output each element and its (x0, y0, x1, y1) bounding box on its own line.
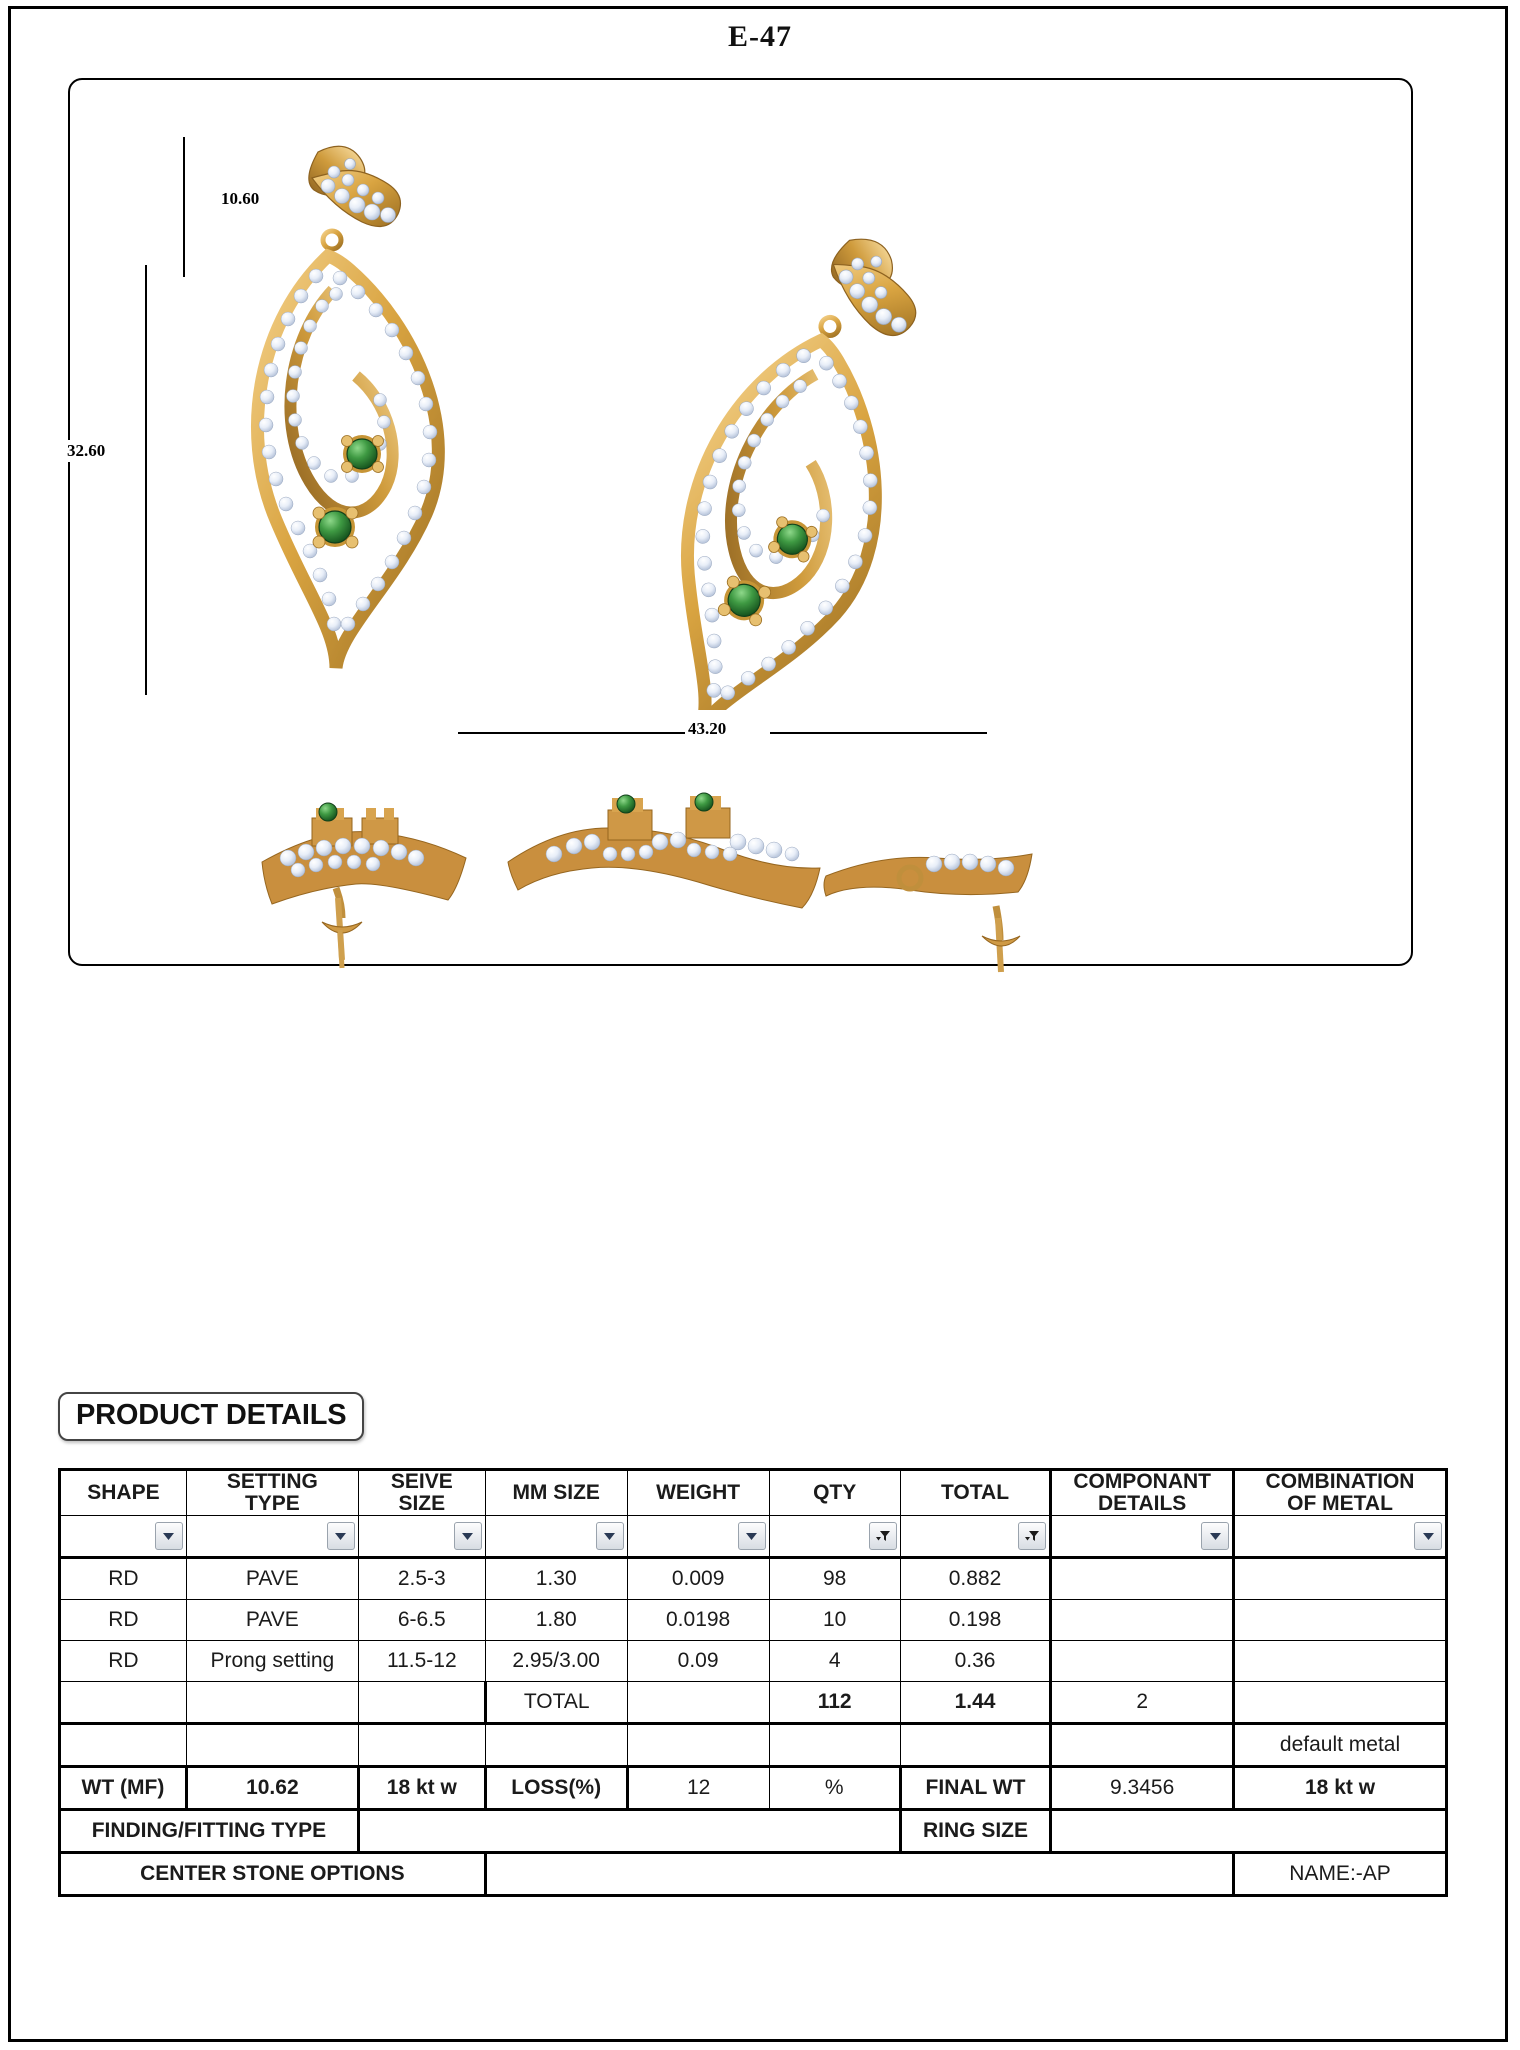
earring-side-view-small (240, 770, 500, 970)
table-summary-row (60, 1767, 1447, 1810)
cell-seive-size: 11.5-12 (358, 1641, 485, 1682)
dimension-label-pair-width: 43.20 (685, 718, 729, 740)
dimension-line-pair-width-right (770, 732, 987, 734)
center-stone-upper (342, 435, 384, 473)
cell-combination-of-metal (1234, 1558, 1447, 1600)
spacer-cell-qty (769, 1724, 900, 1767)
dimension-line-top-height (183, 137, 185, 277)
dimension-line-pair-width-left (458, 732, 698, 734)
cell-setting-type: Prong setting (186, 1641, 358, 1682)
ring-size-label: RING SIZE (900, 1810, 1051, 1853)
earring-front-view-left (200, 130, 500, 710)
cell-total: 0.198 (900, 1600, 1051, 1641)
filter-dropdown-icon-shape[interactable] (155, 1522, 183, 1550)
total-cell-seive-size (358, 1682, 485, 1724)
filter-cell-shape (60, 1516, 187, 1558)
header-qty: QTY (769, 1470, 900, 1516)
finding-fitting-label: FINDING/FITTING TYPE (60, 1810, 359, 1853)
header-componant-details: COMPONANT DETAILS (1051, 1470, 1234, 1516)
spacer-cell-weight (627, 1724, 769, 1767)
header-mm-size: MM SIZE (485, 1470, 627, 1516)
spacer-cell-total (900, 1724, 1051, 1767)
table-row (60, 1641, 1447, 1682)
filter-dropdown-icon-combination-of-metal[interactable] (1414, 1522, 1442, 1550)
table-header-row (60, 1470, 1447, 1516)
filter-dropdown-icon-setting-type[interactable] (327, 1522, 355, 1550)
table-default-metal-row (60, 1724, 1447, 1767)
cell-shape: RD (60, 1558, 187, 1600)
dimension-line-drop-height (145, 265, 147, 695)
filter-funnel-icon-total[interactable] (1018, 1522, 1046, 1550)
table-row (60, 1600, 1447, 1641)
product-details-tab: PRODUCT DETAILS (58, 1392, 364, 1441)
page-title: E-47 (728, 20, 792, 53)
filter-cell-mm-size (485, 1516, 627, 1558)
spacer-cell-componant (1051, 1724, 1234, 1767)
cell-seive-size: 2.5-3 (358, 1558, 485, 1600)
wt-mf-label: WT (MF) (60, 1767, 187, 1810)
loss-label: LOSS(%) (485, 1767, 627, 1810)
earring-pair-side-view (490, 750, 1050, 980)
total-componant-count: 2 (1051, 1682, 1234, 1724)
designer-name: NAME:-AP (1234, 1853, 1447, 1896)
earring-angled-view-right (610, 210, 940, 710)
loss-value: 12 (627, 1767, 769, 1810)
total-qty-value: 112 (769, 1682, 900, 1724)
header-combination-of-metal: COMBINATION OF METAL (1234, 1470, 1447, 1516)
cell-weight: 0.009 (627, 1558, 769, 1600)
total-cell-shape (60, 1682, 187, 1724)
filter-cell-combination-of-metal (1234, 1516, 1447, 1558)
cell-qty: 4 (769, 1641, 900, 1682)
table-total-row (60, 1682, 1447, 1724)
filter-funnel-icon-qty[interactable] (869, 1522, 897, 1550)
center-stone-lower-right (717, 575, 772, 628)
total-weight-value: 1.44 (900, 1682, 1051, 1724)
filter-dropdown-icon-componant-details[interactable] (1201, 1522, 1229, 1550)
cell-qty: 98 (769, 1558, 900, 1600)
filter-cell-weight (627, 1516, 769, 1558)
header-shape: SHAPE (60, 1470, 187, 1516)
cell-componant-details (1051, 1600, 1234, 1641)
product-details-table (58, 1468, 1448, 1897)
cell-weight: 0.0198 (627, 1600, 769, 1641)
table-center-stone-row (60, 1853, 1447, 1896)
percent-symbol: % (769, 1767, 900, 1810)
cell-total: 0.882 (900, 1558, 1051, 1600)
filter-dropdown-icon-seive-size[interactable] (454, 1522, 482, 1550)
filter-cell-qty (769, 1516, 900, 1558)
table-filter-row (60, 1516, 1447, 1558)
wt-mf-value: 10.62 (186, 1767, 358, 1810)
finding-fitting-value (358, 1810, 900, 1853)
filter-dropdown-icon-mm-size[interactable] (596, 1522, 624, 1550)
filter-cell-total (900, 1516, 1051, 1558)
total-label: TOTAL (485, 1682, 627, 1724)
ring-size-value (1051, 1810, 1447, 1853)
spacer-cell-mm-size (485, 1724, 627, 1767)
cell-shape: RD (60, 1641, 187, 1682)
center-stone-options-value (485, 1853, 1233, 1896)
karat-value: 18 kt w (358, 1767, 485, 1810)
cell-mm-size: 1.30 (485, 1558, 627, 1600)
cell-mm-size: 2.95/3.00 (485, 1641, 627, 1682)
center-stone-options-label: CENTER STONE OPTIONS (60, 1853, 486, 1896)
spacer-cell-shape (60, 1724, 187, 1767)
cell-combination-of-metal (1234, 1600, 1447, 1641)
filter-cell-seive-size (358, 1516, 485, 1558)
cell-weight: 0.09 (627, 1641, 769, 1682)
filter-dropdown-icon-weight[interactable] (738, 1522, 766, 1550)
dimension-label-drop-height: 32.60 (64, 440, 108, 462)
cell-qty: 10 (769, 1600, 900, 1641)
filter-cell-componant-details (1051, 1516, 1234, 1558)
final-wt-value: 9.3456 (1051, 1767, 1234, 1810)
total-cell-weight (627, 1682, 769, 1724)
header-seive-size: SEIVE SIZE (358, 1470, 485, 1516)
cell-setting-type: PAVE (186, 1600, 358, 1641)
table-finding-row (60, 1810, 1447, 1853)
header-weight: WEIGHT (627, 1470, 769, 1516)
header-setting-type: SETTING TYPE (186, 1470, 358, 1516)
table-row (60, 1558, 1447, 1600)
filter-cell-setting-type (186, 1516, 358, 1558)
header-total: TOTAL (900, 1470, 1051, 1516)
final-wt-label: FINAL WT (900, 1767, 1051, 1810)
total-cell-setting-type (186, 1682, 358, 1724)
cell-mm-size: 1.80 (485, 1600, 627, 1641)
cell-seive-size: 6-6.5 (358, 1600, 485, 1641)
cell-combination-of-metal (1234, 1641, 1447, 1682)
spacer-cell-setting-type (186, 1724, 358, 1767)
cell-componant-details (1051, 1641, 1234, 1682)
spacer-cell-seive-size (358, 1724, 485, 1767)
cell-setting-type: PAVE (186, 1558, 358, 1600)
default-metal-label: default metal (1234, 1724, 1447, 1767)
final-metal-value: 18 kt w (1234, 1767, 1447, 1810)
cell-componant-details (1051, 1558, 1234, 1600)
center-stone-lower (313, 507, 358, 548)
total-cell-metal (1234, 1682, 1447, 1724)
dimension-label-top-height: 10.60 (218, 188, 262, 210)
cell-shape: RD (60, 1600, 187, 1641)
cell-total: 0.36 (900, 1641, 1051, 1682)
product-image-panel (68, 78, 1413, 966)
